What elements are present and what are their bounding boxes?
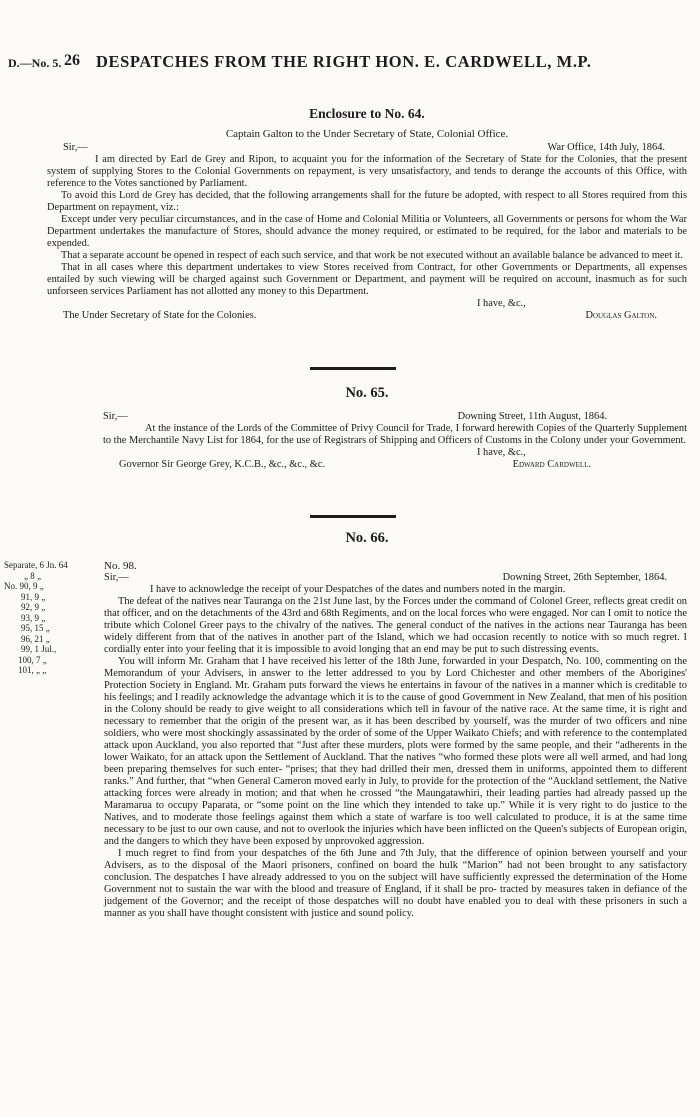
running-header <box>8 52 692 76</box>
addressee: The Under Secretary of State for the Colonies. <box>63 310 257 321</box>
paragraph: To avoid this Lord de Grey has decided, that the following arrangements shall for the future be adopted, with respect to all Stores required from this Department on repayment, viz.: <box>47 190 687 213</box>
despatch-66-title: No. 66. <box>345 530 389 546</box>
salutation: Sir,— <box>104 572 129 583</box>
signature: Douglas Galton. <box>585 310 657 321</box>
paragraph: That a separate account be opened in respect of each such service, and that work be not executed without an available balance be advanced to meet it. <box>61 250 684 261</box>
margin-note: Separate, 6 Jn. 64 <box>4 560 68 570</box>
margin-note: No. 90, 9 „ <box>4 581 44 591</box>
place-date: War Office, 14th July, 1864. <box>547 142 665 153</box>
margin-notes <box>4 560 68 676</box>
paragraph: I am directed by Earl de Grey and Ripon, to acquaint you for the information of the Secretary of State for the Colonies, that the present system of supplying Stores to the Colonial Governments on repayment, is very unsatisfactory, and tends to derange the accounts of this Office, with reference to the Votes sanctioned by Parliament. <box>47 154 687 189</box>
despatch-65 <box>47 385 687 471</box>
page-number: 26 <box>64 52 80 69</box>
margin-note: 99, 1 Jul., <box>21 644 57 654</box>
margin-note: 91, 9 „ <box>21 591 46 602</box>
paragraph: Except under very peculiar circumstances, and in the case of Home and Colonial Militia or Volunteers, all Governments or persons for whom the War Department undertakes the manufacture of Stores, should advance the money required, or estimated to be required, for the labor and materials to be expended. <box>47 214 687 249</box>
section-rule <box>310 367 396 370</box>
despatch-65-title: No. 65. <box>345 385 389 401</box>
addressee-row <box>47 459 687 471</box>
series-number: D.—No. 5. <box>8 56 62 70</box>
margin-note: 92, 9 „ <box>21 602 46 612</box>
despatch-66-body <box>104 560 687 920</box>
paragraph: I much regret to find from your despatches of the 6th June and 7th July, that the difference of opinion between yourself and your Advisers, as to the disposal of the Maori prisoners, confined on board the hulk “Marion” had not been brought to any satisfactory conclusion. The despatches I have already addressed to you on the subject will have sufficiently expressed the determination of the Home Government not to sustain the war with the blood and treasure of England, if it shall be pro- tracted by measures taken in defiance of the judgement of the Governor; and the receipt of those despatches will no doubt have enabled you to deal with these prisoners in such a manner as you shall have thought consistent with justice and sound policy. <box>104 848 687 919</box>
margin-note: 100, 7 „ <box>18 654 47 665</box>
signature: Edward Cardwell. <box>512 459 591 470</box>
place-date: Downing Street, 26th September, 1864. <box>502 572 667 583</box>
closing: I have, &c., <box>477 298 526 309</box>
paragraph: At the instance of the Lords of the Committee of Privy Council for Trade, I forward herewith Copies of the Quarterly Supplement to the Merchantile Navy List for 1864, for the use of Registrars of Shipping and Officers of Customs in the Colony under your Government. <box>103 423 687 446</box>
paragraph: You will inform Mr. Graham that I have received his letter of the 18th June, forwarded in your Despatch, No. 100, commenting on the Memorandum of your Advisers, in answer to the letter addressed to you by Lord Chichester and other members of the Aborigines' Protection Society in England. Mr. Graham puts forward the views he entertains in favour of the natives in a manner which is creditable to his feelings; and I readily acknowledge the advantage which it is to the cause of good Government in New Zealand, that men of his position in the Colony should be ready to give weight to all considerations which tell in favour of the native race. At the same time, it is right and necessary to remember that the origin of the present war, as it has been described by yourself, was the murder of two officers and nine soldiers, who were most shockingly assassinated by the order of some of the Upper Waikato Chiefs; and with reference to the contemplated attack upon Auckland, you also reported that “Just after these murders, plots were formed by the same people, and their “adherents in the lower Waikato, for an attack upon the Settlement of Auckland. That the natives “who formed these plots were all well armed, and had long been preparing themselves for such enter- “prises; that they had drilled their men, dressed them in uniforms, appointed them to different ranks.” And further, that “when General Cameron moved early in July, to provide for the protection of the “Auckland settlement, the Native attacking forces were already in motion; and that when he crossed “the Maungatawhiri, their leading parties had already passed up the Maramarua to occupy Paparata, or “some point on the line which they intended to take up.” While it is very right to do justice to the Natives, and to moderate those feelings against them which a state of warfare is too well calculated to produce, it is at the same time necessary to be just to our own cause, and not to overlook the injuries which have been inflicted on the Queen's subjects of European origin, and the dangers to which they have been exposed by unprovoked aggression. <box>104 656 688 847</box>
paragraph: That in all cases where this department undertakes to view Stores received from Contract, for other Governments or Departments, all expenses entailed by such viewing will be charged against such Government or Department, and payment will be required on account, inasmuch as for such unforseen services Parliament has not allotted any money to this Department. <box>47 262 687 297</box>
margin-note: 96, 21 „ <box>21 633 50 644</box>
despatch-65-salutation-row <box>47 411 687 423</box>
closing-row <box>47 298 687 310</box>
margin-note: 95, 15 „ <box>21 623 50 633</box>
enclosure-64 <box>47 106 687 322</box>
salutation: Sir,— <box>103 411 128 422</box>
closing: I have, &c., <box>477 447 526 458</box>
paragraph: I have to acknowledge the receipt of your Despatches of the dates and numbers noted in the margin. <box>150 584 566 595</box>
margin-note: 93, 9 „ <box>21 612 46 623</box>
place-date: Downing Street, 11th August, 1864. <box>457 411 607 422</box>
running-head-title: DESPATCHES FROM THE RIGHT HON. E. CARDWELL, M.P. <box>96 52 592 71</box>
despatch-66 <box>47 530 687 552</box>
despatch-number: No. 98. <box>104 560 137 572</box>
salutation: Sir,— <box>63 142 88 153</box>
despatch-66-salutation-row <box>104 572 687 584</box>
closing-row <box>47 447 687 459</box>
paragraph: The defeat of the natives near Tauranga on the 21st June last, by the Forces under the command of Colonel Greer, reflects great credit on that officer, and on the detachments of the 43rd and 68th Regiments, and on the local forces who were engaged. Nor can I omit to notice the tribute which Colonel Greer pays to the chivalry of the natives. The general conduct of the natives in the actions near Tauranga has been widely different from that of the natives in another part of the Island, which we had occasion recently to notice with so much regret. I cordially enter into your feeling that it is impossible to avoid longing that an end may be put to such distressing events. <box>104 596 687 655</box>
addressee-row <box>47 310 687 322</box>
enclosure-64-title: Enclosure to No. 64. <box>309 106 425 121</box>
margin-note: „ 8 „ <box>24 570 41 581</box>
enclosure-64-from-to: Captain Galton to the Under Secretary of State, Colonial Office. <box>225 128 509 140</box>
addressee: Governor Sir George Grey, K.C.B., &c., &c., &c. <box>119 459 326 470</box>
enclosure-64-salutation-row <box>47 142 687 154</box>
section-rule <box>310 515 396 518</box>
margin-note: 101, „ „ <box>18 665 47 675</box>
